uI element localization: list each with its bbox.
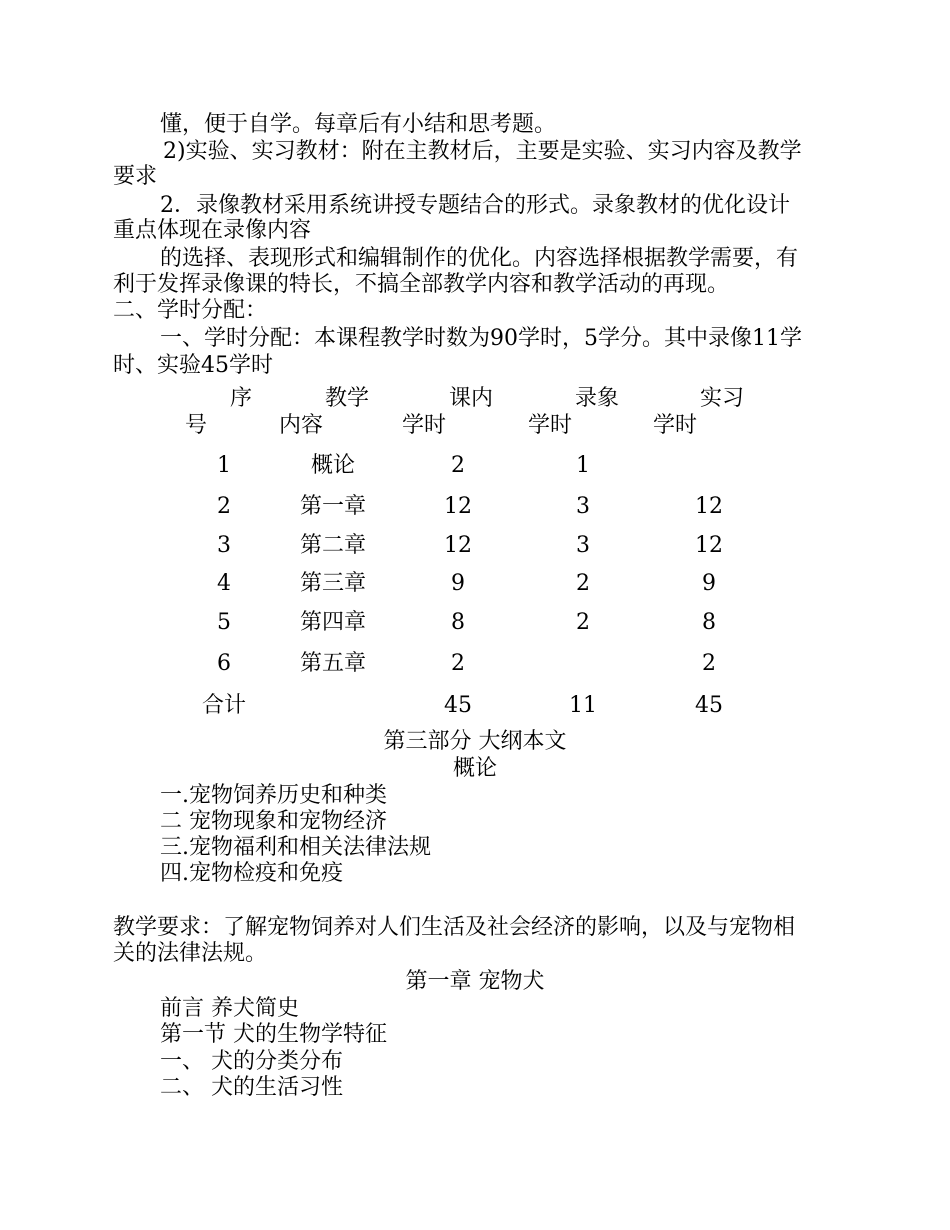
table-cell: 12: [695, 494, 723, 519]
table-cell: 2: [576, 571, 590, 596]
table-cell: 合计: [201, 693, 246, 718]
table-cell: 2: [451, 651, 465, 676]
paragraph-line: 2)实验、实习教材：附在主教材后，主要是实验、实习内容及教学: [163, 139, 802, 164]
header-cell: 学时: [401, 413, 446, 438]
header-cell: 教学: [324, 386, 369, 411]
list-item: 二 宠物现象和宠物经济: [160, 809, 387, 834]
table-cell: 8: [451, 610, 465, 635]
header-cell: 实习: [699, 386, 744, 411]
table-cell: 3: [576, 494, 590, 519]
table-cell: 第四章: [299, 610, 366, 635]
header-cell: 学时: [527, 413, 572, 438]
list-item: 前言 养犬简史: [160, 996, 299, 1021]
list-item: 二、 犬的生活习性: [160, 1075, 343, 1100]
table-cell: 1: [217, 453, 231, 478]
paragraph-line: 的选择、表现形式和编辑制作的优化。内容选择根据教学需要，有: [160, 246, 799, 271]
table-cell: 2: [451, 453, 465, 478]
list-item: 三.宠物福利和相关法律法规: [160, 835, 431, 860]
header-cell: 学时: [652, 413, 697, 438]
table-cell: 第三章: [299, 571, 366, 596]
part-heading: 第三部分 大纲本文: [383, 729, 567, 754]
paragraph-line: 教学要求：了解宠物饲养对人们生活及社会经济的影响，以及与宠物相: [113, 915, 796, 940]
paragraph-line: 利于发挥录像课的特长，不搞全部教学内容和教学活动的再现。: [113, 272, 730, 297]
paragraph-line: 关的法律法规。: [113, 941, 268, 966]
header-cell: 内容: [278, 413, 323, 438]
table-cell: 12: [695, 533, 723, 558]
table-cell: 1: [576, 453, 590, 478]
paragraph-line: 懂，便于自学。每章后有小结和思考题。: [160, 112, 557, 137]
paragraph-line: 要求: [113, 164, 158, 189]
table-cell: 12: [444, 494, 472, 519]
table-cell: 11: [569, 693, 597, 718]
table-cell: 12: [444, 533, 472, 558]
table-cell: 第五章: [299, 651, 366, 676]
table-cell: 4: [217, 571, 231, 596]
table-cell: 45: [444, 693, 472, 718]
table-cell: 第二章: [299, 533, 366, 558]
paragraph-line: 时、实验45学时: [113, 353, 273, 378]
list-item: 第一节 犬的生物学特征: [160, 1022, 387, 1047]
table-cell: 9: [451, 571, 465, 596]
table-cell: 8: [702, 610, 716, 635]
paragraph-line: 重点体现在录像内容: [113, 218, 312, 243]
section-heading: 二、学时分配：: [113, 298, 268, 323]
table-cell: 45: [695, 693, 723, 718]
table-cell: 3: [576, 533, 590, 558]
chapter-heading: 第一章 宠物犬: [405, 969, 545, 994]
table-cell: 3: [217, 533, 231, 558]
paragraph-line: 一、学时分配：本课程教学时数为90学时，5学分。其中录像11学: [160, 326, 802, 351]
header-cell: 课内: [448, 386, 493, 411]
table-cell: 2: [576, 610, 590, 635]
list-item: 一、 犬的分类分布: [160, 1049, 343, 1074]
header-cell: 号: [184, 413, 207, 438]
header-cell: 序: [229, 386, 252, 411]
list-item: 四.宠物检疫和免疫: [160, 861, 343, 886]
table-cell: 9: [702, 571, 716, 596]
table-cell: 2: [217, 494, 231, 519]
list-item: 一.宠物饲养历史和种类: [160, 783, 387, 808]
table-cell: 概论: [310, 453, 355, 478]
table-cell: 第一章: [299, 494, 366, 519]
header-cell: 录象: [574, 386, 619, 411]
table-cell: 2: [702, 651, 716, 676]
subheading: 概论: [452, 756, 497, 781]
table-cell: 6: [217, 651, 231, 676]
paragraph-line: 2．录像教材采用系统讲授专题结合的形式。录象教材的优化设计: [160, 193, 790, 218]
table-cell: 5: [217, 610, 231, 635]
